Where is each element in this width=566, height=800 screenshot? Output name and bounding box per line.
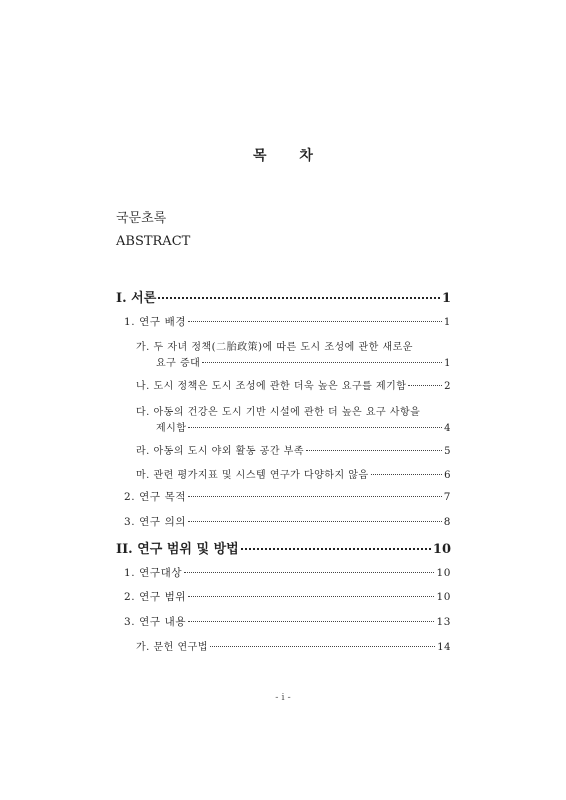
dot-leader <box>188 596 434 597</box>
dot-leader <box>188 496 442 497</box>
dot-leader <box>241 548 431 550</box>
dot-leader <box>371 474 442 475</box>
toc-entry-page: 10 <box>436 567 451 579</box>
toc-entry-label: 1. 연구대상 <box>124 567 183 579</box>
dot-leader <box>188 427 442 428</box>
toc-entry-label: II. 연구 범위 및 방법 <box>116 542 239 557</box>
toc-entry-label: 마. 관련 평가지표 및 시스템 연구가 다양하지 않음 <box>136 470 369 481</box>
toc-entry-label: 1. 연구 배경 <box>124 316 187 328</box>
toc-entry-page: 1 <box>441 291 451 306</box>
toc-entry-page: 1 <box>443 316 451 328</box>
toc-entry-section-2-3[interactable] <box>124 614 451 629</box>
toc-entry-label: 3. 연구 의의 <box>124 516 187 528</box>
toc-entry-section-1-2[interactable] <box>124 489 451 504</box>
toc-entry-section-1-3[interactable] <box>124 514 451 529</box>
toc-entry-chapter-2[interactable] <box>116 538 451 557</box>
dot-leader <box>188 521 442 522</box>
front-korean-abstract: 국문초록 <box>116 211 167 226</box>
toc-entry-subsection-ga-line1[interactable]: 가. 두 자녀 정책(二胎政策)에 따른 도시 조성에 관한 새로운 <box>136 342 413 353</box>
dot-leader <box>184 572 434 573</box>
toc-entry-page: 8 <box>443 516 451 528</box>
toc-entry-page: 5 <box>444 446 451 457</box>
page-number-footer: - i - <box>275 692 291 703</box>
toc-entry-label: 나. 도시 정책은 도시 조성에 관한 더욱 높은 요구를 제기함 <box>136 381 407 392</box>
toc-entry-page: 10 <box>436 591 451 603</box>
toc-entry-label: I. 서론 <box>116 291 157 306</box>
toc-entry-page: 10 <box>432 542 451 557</box>
dot-leader <box>306 450 442 451</box>
toc-entry-subsection-da-line1[interactable]: 다. 아동의 건강은 도시 기반 시설에 관한 더 높은 요구 사항을 <box>136 407 421 418</box>
toc-entry-page: 6 <box>444 470 451 481</box>
toc-entry-section-1-1[interactable] <box>124 314 451 329</box>
dot-leader <box>188 321 442 322</box>
toc-entry-page: 4 <box>444 423 451 434</box>
toc-entry-subsection-na[interactable] <box>136 377 451 392</box>
toc-entry-label: 2. 연구 목적 <box>124 491 187 503</box>
toc-entry-chapter-1[interactable] <box>116 287 451 306</box>
toc-entry-label: 라. 아동의 도시 야외 활동 공간 부족 <box>136 446 304 457</box>
dot-leader <box>408 385 442 386</box>
toc-entry-page: 14 <box>437 642 451 653</box>
toc-entry-subsection-da[interactable] <box>156 419 451 434</box>
toc-entry-page: 2 <box>444 381 451 392</box>
toc-entry-label: 제시함 <box>156 423 187 434</box>
toc-entry-label: 3. 연구 내용 <box>124 616 187 628</box>
toc-entry-subsection-ma[interactable] <box>136 466 451 481</box>
toc-entry-page: 7 <box>443 491 451 503</box>
dot-leader <box>188 621 434 622</box>
toc-entry-label: 가. 문헌 연구법 <box>136 642 208 653</box>
toc-entry-label: 2. 연구 범위 <box>124 591 187 603</box>
toc-entry-subsection-ga[interactable] <box>156 354 451 369</box>
toc-entry-section-2-2[interactable] <box>124 589 451 604</box>
dot-leader <box>210 646 435 647</box>
toc-entry-page: 1 <box>444 358 451 369</box>
toc-title: 목 차 <box>253 148 327 164</box>
toc-entry-label: 요구 증대 <box>156 358 201 369</box>
front-abstract: ABSTRACT <box>116 234 191 249</box>
dot-leader <box>158 297 440 299</box>
toc-entry-page: 13 <box>436 616 451 628</box>
toc-entry-subsection-2-3-ga[interactable] <box>136 638 451 653</box>
toc-entry-section-2-1[interactable] <box>124 565 451 580</box>
dot-leader <box>202 362 442 363</box>
toc-entry-subsection-ra[interactable] <box>136 442 451 457</box>
